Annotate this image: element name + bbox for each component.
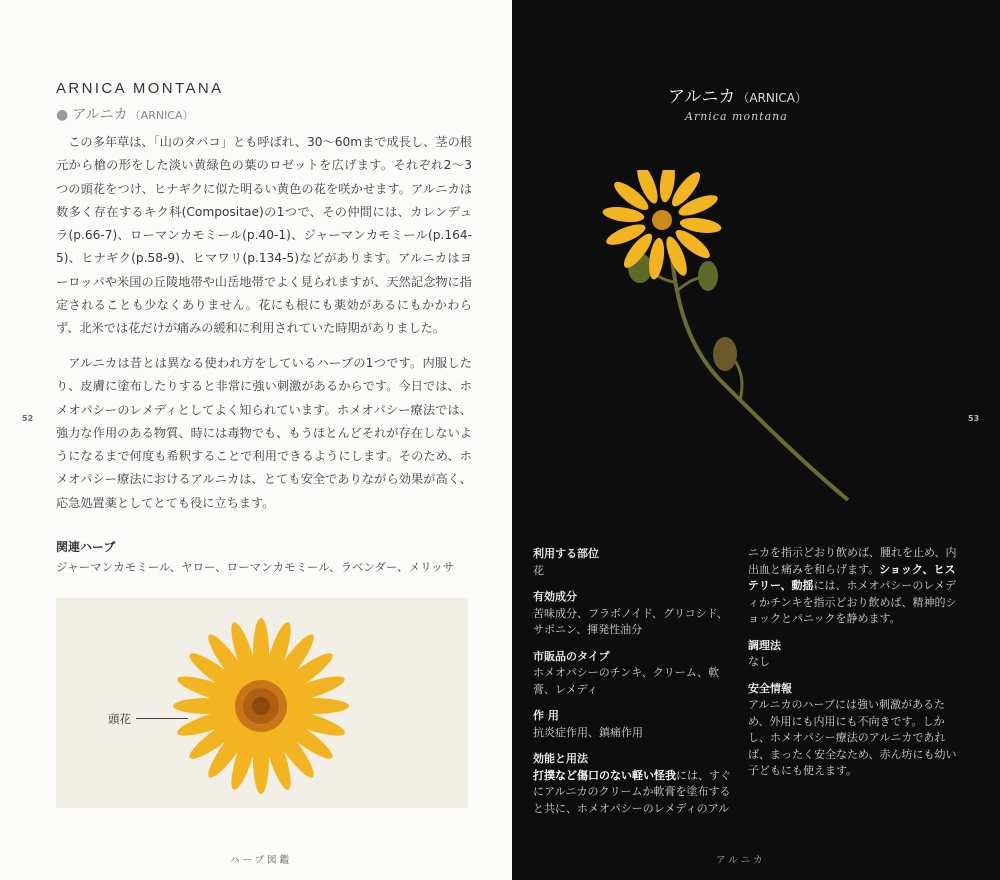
uses-continuation-text: ニカを指示どおり飲めば、腫れを止め、内出血と痛みを和らげます。	[748, 546, 957, 576]
related-herbs-list: ジャーマンカモミール、ヤロー、ローマンカモミール、ラベンダー、メリッサ	[56, 560, 455, 574]
section-body-products: ホメオパシーのチンキ、クリーム、軟膏、レメディ	[533, 666, 720, 696]
section-body-actions: 抗炎症作用、鎮痛作用	[533, 725, 643, 739]
arnica-plant-illustration	[600, 170, 860, 510]
info-column-2	[748, 545, 960, 780]
footer-right: アルニカ	[716, 855, 766, 866]
shock-bold-term: ショック、ヒステリー、動揺	[748, 562, 956, 592]
flower-head-label: 頭花	[108, 712, 131, 726]
shock-text: には、ホメオパシーのレメディかチンキを指示どおり飲めば、精神的ショックとパニックを静めます。	[748, 579, 957, 625]
plant-title	[668, 82, 807, 107]
body-paragraph-2: アルニカは昔とは異なる使われ方をしているハーブの1つです。内服したり、皮膚に塗布したりすると非常に強い刺激があるからです。今日では、ホメオパシーのレメディとしてよく知られています。ホメオパシー療法では、強力な作用のある物質、時には毒物でも、もうほとんどそれが存在しないようになるまで何度も希釈することで利用できるようにします。そのため、ホメオパシー療法におけるアルニカは、とても安全でありながら効果が高く、応急処置薬としてとても役に立ちます。	[56, 356, 472, 510]
section-heading-uses: 効能と用法	[533, 752, 588, 765]
uses-continuation	[748, 545, 960, 628]
section-heading-products: 市販品のタイプ	[533, 649, 610, 663]
section-heading-actions: 作 用	[533, 709, 559, 722]
section-heading-cooking: 調理法	[748, 638, 781, 652]
arnica-flower-head-illustration	[56, 598, 468, 808]
subtitle-ja: アルニカ	[72, 107, 128, 123]
scientific-name: Arnica montana	[685, 110, 788, 123]
page-number-left: 52	[22, 414, 34, 423]
uses-text: には、すぐにアルニカのクリームか軟膏を塗布すると共に、ホメオパシーのレメディのアル	[533, 768, 731, 815]
section-body-safety: アルニカのハーブには強い刺激があるため、外用にも内用にも不向きです。しかし、ホメオパシー療法のアルニカであれば、まったく安全なため、赤ん坊にも幼い子どもにも使えます。	[748, 698, 957, 777]
subtitle-en: （ARNICA）	[129, 109, 194, 122]
section-body-parts: 花	[533, 563, 544, 577]
uses-bold-term: 打撲など傷口のない軽い怪我	[533, 768, 676, 782]
page-subtitle	[56, 104, 194, 124]
section-body-constituents: 苦味成分、フラボノイド、グリコシド、サポニン、揮発性油分	[533, 606, 728, 636]
section-body-uses	[533, 768, 733, 818]
bullet-icon: ●	[56, 107, 69, 123]
plant-title-en: （ARNICA）	[737, 91, 807, 105]
section-heading-parts: 利用する部位	[533, 547, 599, 560]
flower-photo	[56, 598, 468, 808]
page-number-right: 53	[968, 414, 980, 423]
callout-line	[136, 718, 188, 719]
section-body-cooking: なし	[748, 655, 770, 668]
section-heading-constituents: 有効成分	[533, 590, 577, 603]
body-paragraph-1: この多年草は、「山のタバコ」とも呼ばれ、30〜60mまで成長し、茎の根元から槍の形をした淡い黄緑色の葉のロゼットを広げます。それぞれ2〜3つの頭花をつけ、ヒナギクに似た明るい黄色の花を咲かせます。アルニカは数多く存在するキク科(Compositae)の1つで、その仲間には、カレンデュラ(p.66-7)、ローマンカモミール(p.40-1)、ジャーマンカモミール(p.164-5)、ヒナギク(p.58-9)、ヒマワリ(p.134-5)などがあります。アルニカはヨーロッパや米国の丘陵地帯や山岳地帯でよく見られますが、天然記念物に指定されることも少なくありません。花にも根にも薬効があるにもかかわらず、北米では花だけが痛みの緩和に利用されていた時期がありました。	[56, 135, 472, 336]
info-column-1	[533, 546, 733, 817]
section-heading-safety: 安全情報	[748, 681, 792, 695]
plant-title-ja: アルニカ	[668, 87, 736, 107]
page-title: ARNICA MONTANA	[56, 80, 224, 97]
related-herbs-heading: 関連ハーブ	[56, 540, 116, 554]
footer-left: ハーブ図鑑	[230, 855, 293, 866]
